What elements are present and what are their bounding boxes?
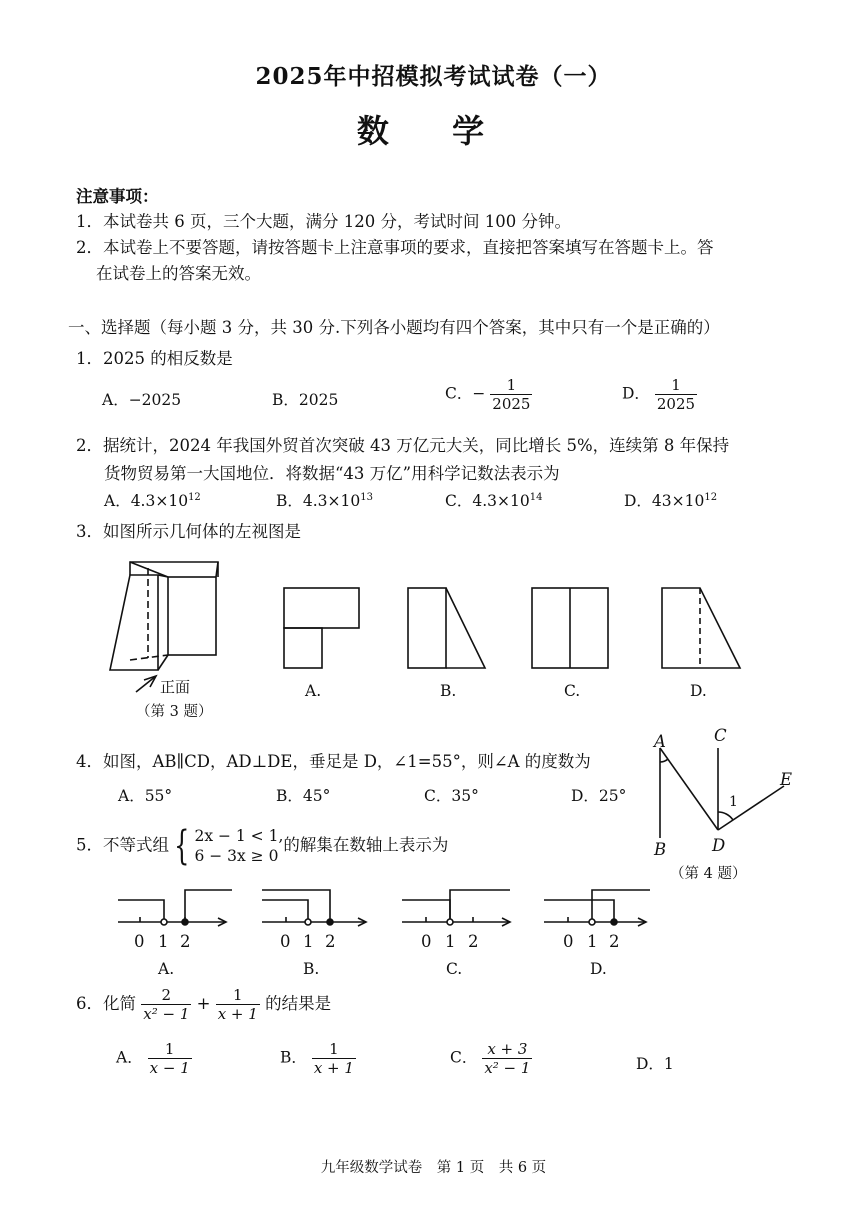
q5-c-tick-0: 0 — [421, 932, 432, 951]
q5-c-tick-2: 2 — [468, 932, 479, 951]
q5-b-left-ray-2 — [262, 890, 330, 922]
q2-d-base: D．43×10 — [624, 492, 705, 510]
q6-c-fraction — [482, 1040, 532, 1077]
q6-plus: + — [196, 994, 211, 1013]
q3-option-d: D. — [690, 682, 707, 700]
q6-b-fraction — [312, 1040, 356, 1077]
q4-point-b: B — [654, 840, 667, 859]
q5-b-tick-0: 0 — [280, 932, 291, 951]
q6-c-num-text: x + 3 — [487, 1040, 528, 1058]
note-item-2-cont: 在试卷上的答案无效。 — [96, 264, 261, 283]
q6-stem — [76, 986, 331, 1023]
exam-title: 2025年中招模拟考试试卷（一） — [255, 63, 612, 90]
exam-subject: 数 学 — [356, 112, 511, 150]
q6-a-label: A． — [116, 1048, 143, 1067]
q6-fraction-2 — [216, 986, 260, 1023]
q4-stem: 4．如图，AB∥CD，AD⊥DE，垂足是 D，∠1=55°，则∠A 的度数为 — [76, 752, 591, 771]
q3-stem: 3．如图所示几何体的左视图是 — [76, 522, 301, 541]
q6-option-d: D．1 — [636, 1055, 674, 1073]
q4-point-e: E — [780, 770, 793, 789]
q5-ineq-2: 6 − 3x ≥ 0 — [194, 847, 279, 865]
q5-a-tick-2: 2 — [180, 932, 191, 951]
q6-f1-num: 2 — [161, 986, 172, 1004]
q2-c-base: C．4.3×10 — [445, 492, 530, 510]
q5-d-tick-2: 2 — [609, 932, 620, 951]
q4-option-a: A．55° — [118, 787, 173, 805]
q3-front-label: 正面 — [160, 678, 191, 696]
q2-stem-line2: 货物贸易第一大国地位．将数据“43 万亿”用科学记数法表示为 — [104, 464, 560, 483]
q6-a-num: 1 — [164, 1040, 175, 1058]
q5-d-tick-1: 1 — [587, 932, 598, 951]
q1-d-num: 1 — [671, 376, 681, 394]
q6-option-b — [280, 1040, 356, 1077]
q5-option-c: C. — [446, 960, 463, 978]
q5-ineq-1: 2x − 1 < 1, — [194, 827, 284, 845]
q5-b-tick-1: 1 — [303, 932, 314, 951]
q3-option-c: C. — [564, 682, 581, 700]
q6-b-label: B． — [280, 1048, 307, 1067]
q4-option-d: D．25° — [571, 787, 627, 805]
q6-a-den — [148, 1058, 192, 1077]
q5-option-d: D. — [590, 960, 607, 978]
q3-option-b: B. — [440, 682, 457, 700]
q4-point-a: A — [654, 732, 666, 751]
q6-c-label: C． — [450, 1048, 478, 1067]
q6-fraction-1 — [141, 986, 191, 1023]
q6-b-num: 1 — [329, 1040, 339, 1058]
q5-a-tick-1: 1 — [158, 932, 169, 951]
q5-a-right-ray — [185, 890, 232, 922]
q1-option-b: B．2025 — [272, 391, 339, 409]
q6-f1-den-text: x² − 1 — [143, 1005, 190, 1023]
q5-b-tick-2: 2 — [325, 932, 336, 951]
q6-c-num — [485, 1040, 529, 1058]
q5-d-right-ray — [592, 890, 650, 922]
q6-b-den-text: x + 1 — [313, 1059, 354, 1077]
q6-a-den-text: x − 1 — [149, 1059, 190, 1077]
q2-b-exp: 13 — [360, 491, 373, 503]
q4-angle-1-label: 1 — [729, 794, 738, 810]
q3-caption: （第 3 题） — [136, 704, 213, 720]
q6-c-den-text: x² − 1 — [484, 1059, 531, 1077]
q1-option-a: A．−2025 — [102, 391, 182, 409]
q4-option-b: B．45° — [276, 787, 331, 805]
q5-d-tick-0: 0 — [563, 932, 574, 951]
q4-point-c: C — [714, 726, 727, 745]
q6-stem-pre: 6．化简 — [76, 994, 136, 1013]
q4-option-c: C．35° — [424, 787, 479, 805]
q5-c-tick-1: 1 — [445, 932, 456, 951]
notes-heading: 注意事项： — [76, 187, 159, 206]
page-footer: 九年级数学试卷 第 1 页 共 6 页 — [320, 1160, 547, 1176]
section-heading: 一、选择题（每小题 3 分，共 30 分.下列各小题均有四个答案，其中只有一个是正确的） — [68, 318, 720, 337]
note-item-1: 1．本试卷共 6 页，三个大题，满分 120 分，考试时间 100 分钟。 — [76, 212, 571, 231]
q1-c-num: 1 — [506, 376, 517, 394]
note-item-2: 2．本试卷上不要答题，请按答题卡上注意事项的要求，直接把答案填写在答题卡上。答 — [76, 238, 714, 257]
q6-f2-den-text: x + 1 — [217, 1005, 258, 1023]
q2-stem-line1: 2．据统计，2024 年我国外贸首次突破 43 万亿元大关，同比增长 5%，连续第 8 年保持 — [76, 436, 730, 455]
q2-a-base: A．4.3×10 — [104, 492, 189, 510]
q1-option-d-label: D． — [622, 384, 650, 403]
q2-c-exp: 14 — [529, 491, 543, 503]
q6-option-a — [116, 1040, 192, 1077]
q1-stem: 1．2025 的相反数是 — [76, 349, 233, 368]
q5-d-left-ray — [544, 900, 614, 922]
q1-c-den: 2025 — [492, 395, 531, 413]
q6-f1-den — [141, 1004, 191, 1023]
q6-b-den — [312, 1058, 356, 1077]
q1-option-c-label: C．− — [445, 384, 486, 403]
q5-brace: { — [174, 823, 190, 869]
q6-c-den — [482, 1058, 532, 1077]
q4-point-d: D — [712, 836, 726, 855]
q4-caption: （第 4 题） — [670, 866, 747, 882]
q5-c-right-ray — [450, 890, 510, 922]
q6-a-fraction — [148, 1040, 192, 1077]
q5-stem-post: 的解集在数轴上表示为 — [283, 835, 449, 855]
q5-stem-pre: 5．不等式组 — [76, 835, 169, 855]
q1-d-den: 2025 — [656, 395, 696, 413]
q2-b-base: B．4.3×10 — [276, 492, 361, 510]
q6-stem-post: 的结果是 — [265, 994, 332, 1013]
q6-f2-den — [216, 1004, 260, 1023]
q6-option-c — [450, 1040, 532, 1077]
q5-b-left-ray — [262, 900, 308, 922]
q6-f2-num: 1 — [232, 986, 243, 1004]
q3-option-a: A. — [305, 682, 322, 700]
q5-option-b: B. — [303, 960, 320, 978]
q5-a-tick-0: 0 — [134, 932, 145, 951]
q2-d-exp: 12 — [704, 491, 718, 503]
q5-option-a: A. — [158, 960, 175, 978]
q2-a-exp: 12 — [188, 491, 201, 503]
q5-a-left-ray — [118, 900, 164, 922]
